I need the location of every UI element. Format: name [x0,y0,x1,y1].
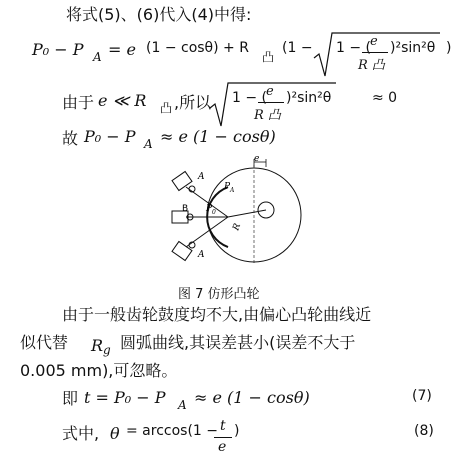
result-expr: P₀ − P [84,127,136,146]
label-e: e [254,155,260,164]
cond-frac-den: R 凸 [254,108,281,123]
cond-sub: 凸 [160,101,173,115]
para-line-2b: 圆弧曲线,其误差甚小(误差不大于 [120,333,356,352]
para-line-1: 由于一般齿轮鼓度均不大,由偏心凸轮曲线近 [62,305,372,324]
eq1-frac-num: e [370,34,378,49]
eq1-lhs-sub: A [93,50,102,64]
cond-prefix: 由于 [62,93,95,112]
eq1-eq: = e [108,40,136,59]
eq1-tail: )²sin²θ [390,40,436,56]
result-rhs: ≈ e (1 − cosθ) [160,127,276,146]
eq1-close: ) [446,40,452,56]
para-sym-sub: g [103,343,111,357]
cond-root-body: 1 − ( [232,90,267,106]
eq1-frac-bar [362,52,388,53]
result-sub: A [144,137,153,151]
label-p0-sub: 0 [212,209,216,216]
para-line-3: 0.005 mm),可忽略。 [20,361,178,380]
label-r: R [231,222,244,233]
para-sym: R [91,336,104,355]
eq8-prefix: 式中, [62,424,100,443]
label-b: B [182,204,189,214]
label-a-bot: A [198,250,205,260]
para-line-2a: 似代替 [20,333,69,352]
eq8-frac-bar [214,437,232,438]
result-prefix: 故 [62,129,79,148]
eq1-mid: (1 − [282,40,313,56]
cond-expr: e ≪ R [98,91,147,110]
eq8-number: (8) [414,423,434,439]
eq7-sub: A [178,398,187,412]
eq7-number: (7) [412,388,432,404]
label-p0: P [206,204,213,214]
eq7-expr: t = P₀ − P [84,388,166,407]
eq8-lhs: θ [110,424,120,443]
label-pa: P [224,182,231,192]
eq8-frac-den: e [218,439,227,455]
cond-frac-bar [258,102,284,103]
eq8-frac-num: t [220,418,226,434]
eq1-root-body: 1 − ( [336,40,371,56]
eq1-paren: (1 − cosθ) + R [146,40,249,56]
label-pa-sub: A [230,187,235,194]
eq8-close: ) [234,423,240,439]
cond-approx: ≈ 0 [372,90,398,106]
eq1-r-sub: 凸 [262,50,275,64]
cond-tail: )²sin²θ [286,90,332,106]
label-a-top: A [198,172,205,182]
cond-frac-num: e [266,84,274,99]
cam-figure [168,155,308,280]
eq1-frac-den: R 凸 [358,58,385,73]
cond-mid: ,所以 [174,93,212,112]
figure-caption: 图 7 仿形凸轮 [178,287,260,302]
eq1-lhs: P₀ − P [32,40,84,59]
eq7-prefix: 即 [62,389,79,408]
eq7-rhs: ≈ e (1 − cosθ) [194,388,310,407]
intro-line: 将式(5)、(6)代入(4)中得: [66,5,252,24]
eq8-rhs: = arccos(1 − [126,423,219,439]
